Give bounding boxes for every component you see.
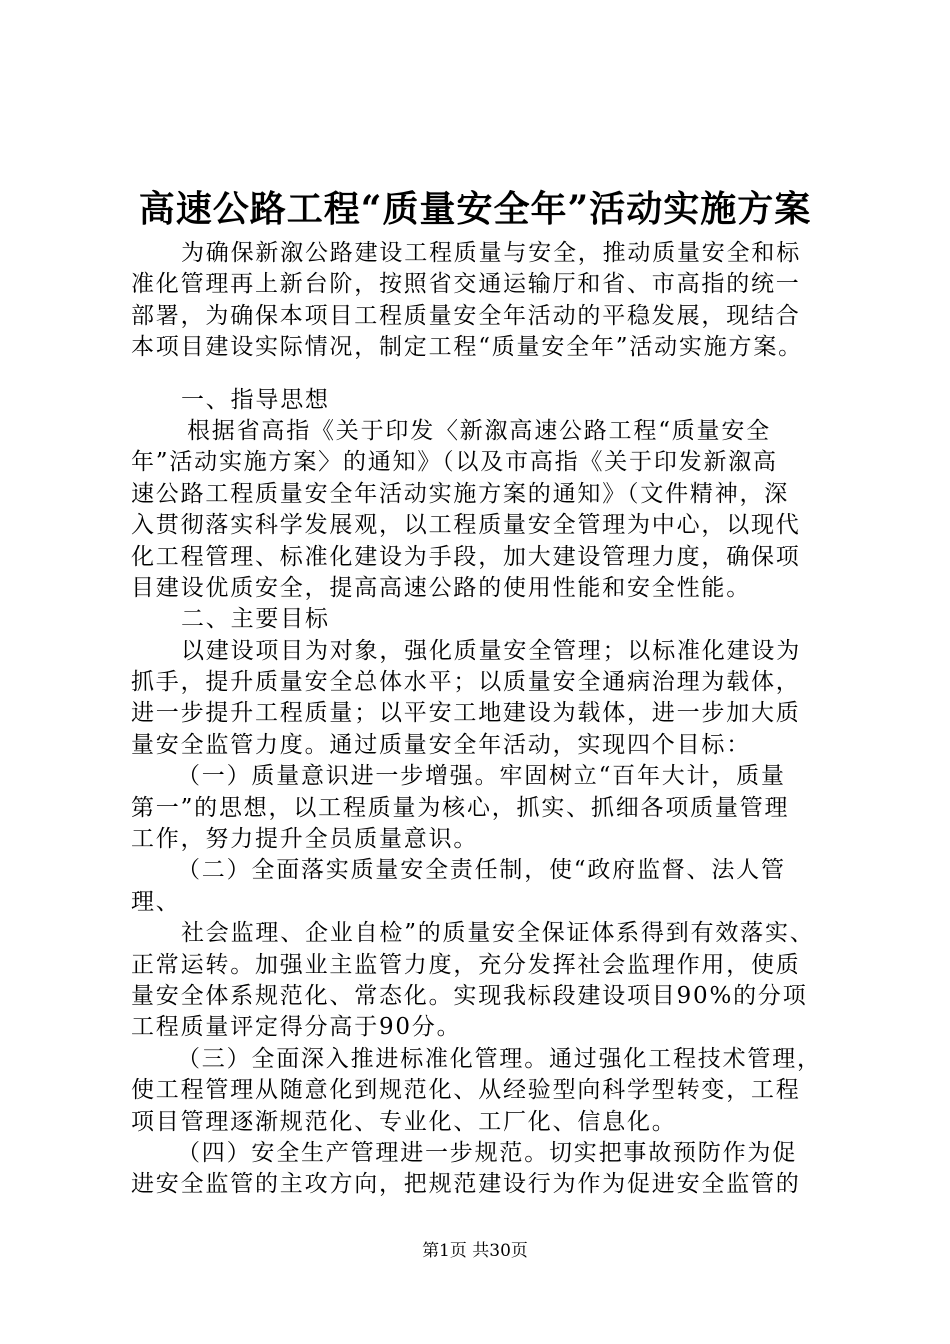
paragraph-line: （二）全面落实质量安全责任制，使“政府监督、法人管	[177, 857, 786, 884]
paragraph-line: （一）质量意识进一步增强。牢固树立“百年大计，质量	[177, 763, 786, 790]
paragraph-line: 工程质量评定得分高于90分。	[131, 1014, 462, 1041]
section-heading: 一、指导思想	[181, 386, 330, 413]
document-title: 高速公路工程“质量安全年”活动实施方案	[138, 188, 812, 230]
paragraph-line: 社会监理、企业自检”的质量安全保证体系得到有效落实、	[181, 920, 815, 947]
paragraph-line: 量安全体系规范化、常态化。实现我标段建设项目90%的分项	[131, 982, 808, 1009]
section-heading: 二、主要目标	[181, 606, 330, 633]
paragraph-gap	[131, 364, 831, 385]
paragraph-line: 速公路工程质量安全年活动实施方案的通知》（文件精神，深	[131, 480, 790, 507]
paragraph-line: 年”活动实施方案〉的通知》（以及市高指《关于印发新溆高	[131, 449, 778, 476]
paragraph-line: 准化管理再上新台阶，按照省交通运输厅和省、市高指的统一	[131, 271, 801, 298]
paragraph-line: 进安全监管的主攻方向，把规范建设行为作为促进安全监管的	[131, 1171, 801, 1198]
paragraph-line: 进一步提升工程质量；以平安工地建设为载体，进一步加大质	[131, 700, 801, 727]
paragraph-line: 第一”的思想，以工程质量为核心，抓实、抓细各项质量管理	[131, 794, 790, 821]
paragraph-line: 正常运转。加强业主监管力度，充分发挥社会监理作用，使质	[131, 951, 801, 978]
paragraph-line: 入贯彻落实科学发展观，以工程质量安全管理为中心，以现代	[131, 512, 801, 539]
paragraph-line: （三）全面深入推进标准化管理。通过强化工程技术管理，	[177, 1045, 822, 1072]
page-number-footer: 第1页 共30页	[422, 1241, 528, 1261]
paragraph-line: （四）安全生产管理进一步规范。切实把事故预防作为促	[177, 1139, 797, 1166]
paragraph-line: 目建设优质安全，提高高速公路的使用性能和安全性能。	[131, 574, 751, 601]
document-body	[131, 238, 831, 1201]
paragraph-line: 本项目建设实际情况，制定工程“质量安全年”活动实施方案。	[131, 334, 803, 361]
paragraph-line: 部署，为确保本项目工程质量安全年活动的平稳发展，现结合	[131, 302, 801, 329]
paragraph-line: 工作，努力提升全员质量意识。	[131, 826, 479, 853]
paragraph-line: 化工程管理、标准化建设为手段，加大建设管理力度，确保项	[131, 543, 801, 570]
paragraph-line: 项目管理逐渐规范化、专业化、工厂化、信息化。	[131, 1108, 677, 1135]
paragraph-line: 为确保新溆公路建设工程质量与安全，推动质量安全和标	[181, 240, 801, 266]
paragraph-line: 抓手，提升质量安全总体水平；以质量安全通病治理为载体，	[131, 669, 801, 696]
paragraph-line: 以建设项目为对象，强化质量安全管理；以标准化建设为	[181, 637, 801, 664]
paragraph-line: 使工程管理从随意化到规范化、从经验型向科学型转变，工程	[131, 1077, 801, 1104]
paragraph-line: 理、	[131, 888, 181, 915]
paragraph-line: 量安全监管力度。通过质量安全年活动，实现四个目标：	[131, 731, 751, 758]
paragraph-line: 根据省高指《关于印发〈新溆高速公路工程“质量安全	[187, 417, 771, 444]
